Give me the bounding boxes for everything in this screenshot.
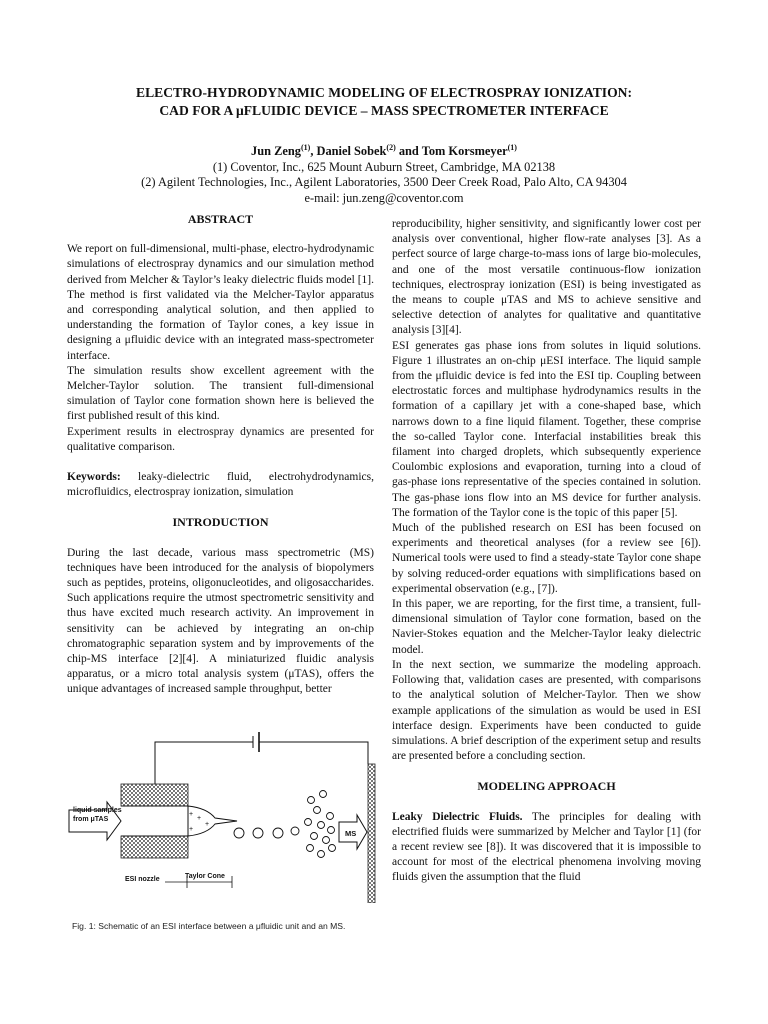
leaky-dielectric-text: The principles for dealing with electrified fluids were summarized by Melcher and Taylor [1] (for a recent review see [8]). It was discovered that it is impossible to account for most of the electrical phenomena involving moving fluids given the assumption that the fluid bbox=[392, 810, 701, 884]
title-line-2: CAD FOR A μFLUIDIC DEVICE – MASS SPECTROMETER INTERFACE bbox=[159, 103, 609, 118]
keywords bbox=[67, 470, 374, 500]
keywords-label: Keywords: bbox=[67, 471, 121, 484]
right-paragraph-6 bbox=[392, 810, 701, 886]
title-line-1: ELECTRO-HYDRODYNAMIC MODELING OF ELECTROSPRAY IONIZATION: bbox=[136, 85, 632, 100]
modeling-approach-heading: MODELING APPROACH bbox=[477, 779, 616, 794]
abstract-paragraph-1: We report on full-dimensional, multi-phase, electro-hydrodynamic simulations of electrospray dynamics and our simulation method derived from Melcher & Taylor’s leaky dielectric fluids model [1]. The method is first validated via the Melcher-Taylor apparatus and corresponding analytical solution, and then applied to understanding the formation of Taylor cones, a key issue in designing a μfluidic device with an integrated mass-spectrometer interface. bbox=[67, 243, 374, 362]
right-paragraph-4: In this paper, we are reporting, for the first time, a transient, full-dimensional simulation of Taylor cone formation, based on the Navier-Stokes equation and the Melcher-Taylor leaky dielectric model. bbox=[392, 598, 701, 656]
taylor-cone-label: Taylor Cone bbox=[185, 873, 225, 880]
introduction-heading: INTRODUCTION bbox=[172, 515, 269, 530]
author-separator: and bbox=[395, 144, 422, 159]
author-2: Daniel Sobek bbox=[316, 144, 387, 159]
abstract-paragraph-3: Experiment results in electrospray dynamics are presented for qualitative comparison. bbox=[67, 425, 374, 453]
figure-1-caption: Fig. 1: Schematic of an ESI interface between a μfluidic unit and an MS. bbox=[72, 921, 346, 931]
author-names bbox=[60, 140, 708, 160]
author-block bbox=[60, 140, 708, 206]
author-3: Tom Korsmeyer bbox=[421, 144, 508, 159]
right-paragraph-2: ESI generates gas phase ions from solutes in liquid solutions. Figure 1 illustrates an on-chip μESI interface. The liquid sample from the μfluidic device is fed into the ESI tip. Coupling between electrostatic forces and multiphase hydrodynamics results in the formation of a capillary jet with a cone-shaped base, which narrows down to a fine liquid filament. Together, these comprise the so-called Taylor cone. Interfacial instabilities break this filament into charged droplets, which subsequently experience Coulombic explosions and evaporation, turning into a cloud of gas-phase ions representative of the species contained in solution. The gas-phase ions flow into an MS device for further analysis. The formation of the Taylor cone is the topic of this paper [5]. bbox=[392, 339, 701, 519]
right-paragraph-3: Much of the published research on ESI has been focused on experiments and theoretical analyses (for a review see [6]). Numerical tools were used to find a steady-state Taylor cone shape by solving reduced-order equations with simplifications based on experimental observation (e.g., [7]). bbox=[392, 522, 701, 595]
from-mutas-label: from μTAS bbox=[73, 816, 109, 823]
author-separator: , bbox=[310, 144, 317, 159]
svg-text:+: + bbox=[189, 811, 194, 818]
liquid-samples-label: liquid samples bbox=[73, 807, 122, 814]
author-1: Jun Zeng bbox=[251, 144, 301, 159]
taylor-cone bbox=[188, 806, 237, 836]
author-1-affil: (1) bbox=[300, 143, 311, 152]
right-paragraph-1: reproducibility, higher sensitivity, and significantly lower cost per analysis over conventional, higher flow-rate analyses [3]. As a perfect source of large charge-to-mass ions of large bio-molecules, and one of the most versatile continuous-flow ionization techniques, electrospray ionization (ESI) is being investigated as the means to couple μTAS and MS to achieve sensitive and selective detection of analytes for qualitative and quantitative analysis [3][4]. bbox=[392, 218, 701, 337]
charged-droplets bbox=[234, 791, 336, 858]
abstract-paragraph-2: The simulation results show excellent agreement with the Melcher-Taylor solution. The transient full-dimensional simulation of Taylor cone formation shown here is believed the first published result of this kind. bbox=[67, 364, 374, 423]
right-column bbox=[392, 217, 701, 886]
svg-text:+: + bbox=[197, 815, 202, 822]
esi-nozzle-label: ESI nozzle bbox=[125, 876, 160, 883]
affiliation-2: (2) Agilent Technologies, Inc., Agilent Laboratories, 3500 Deer Creek Road, Palo Alto, CA 94304 bbox=[141, 175, 627, 190]
affiliation-1: (1) Coventor, Inc., 625 Mount Auburn Street, Cambridge, MA 02138 bbox=[212, 159, 556, 174]
author-3-affil: (1) bbox=[507, 143, 517, 152]
keywords-text: leaky-dielectric fluid, electrohydrodynamics, microfluidics, electrospray ionization, simulation bbox=[67, 471, 374, 499]
svg-text:+: + bbox=[189, 826, 194, 833]
left-column bbox=[67, 212, 374, 698]
ms-plate bbox=[368, 764, 375, 903]
esi-schematic-drawing bbox=[67, 728, 377, 903]
author-2-affil: (2) bbox=[386, 143, 396, 152]
abstract-heading: ABSTRACT bbox=[187, 212, 254, 226]
leaky-dielectric-runin: Leaky Dielectric Fluids. bbox=[392, 810, 523, 823]
power-supply-circuit bbox=[155, 732, 368, 784]
svg-text:+: + bbox=[205, 821, 210, 828]
paper-title bbox=[60, 84, 708, 120]
introduction-paragraph-1: During the last decade, various mass spectrometric (MS) techniques have been introduced for the analysis of biopolymers such as peptides, proteins, oligonucleotides, and oligosaccharides. Such applications require the utmost spectrometric sensitivity and thus have excited much research activity. An improvement in sensitivity can be achieved by integrating an on-chip chromatographic separation system and by improvements of the chip-MS interface [2][4]. A miniaturized fluidic analysis apparatus, or a micro total analysis system (μTAS), offers the unique advantages of increased sample throughput, better bbox=[67, 546, 374, 696]
figure-1-esi-schematic bbox=[67, 728, 377, 903]
contact-email: e-mail: jun.zeng@coventor.com bbox=[304, 190, 464, 205]
ms-label: MS bbox=[345, 829, 357, 838]
esi-nozzle bbox=[121, 784, 188, 858]
right-paragraph-5: In the next section, we summarize the modeling approach. Following that, validation cases are presented, with comparisons to the analytical solution of Melcher-Taylor. Then we show example applications of the simulation as would be used in ESI interface design. Experiments have been conducted to guide simulations. A brief description of the experiment setup and results are presented before a concluding section. bbox=[392, 658, 701, 763]
